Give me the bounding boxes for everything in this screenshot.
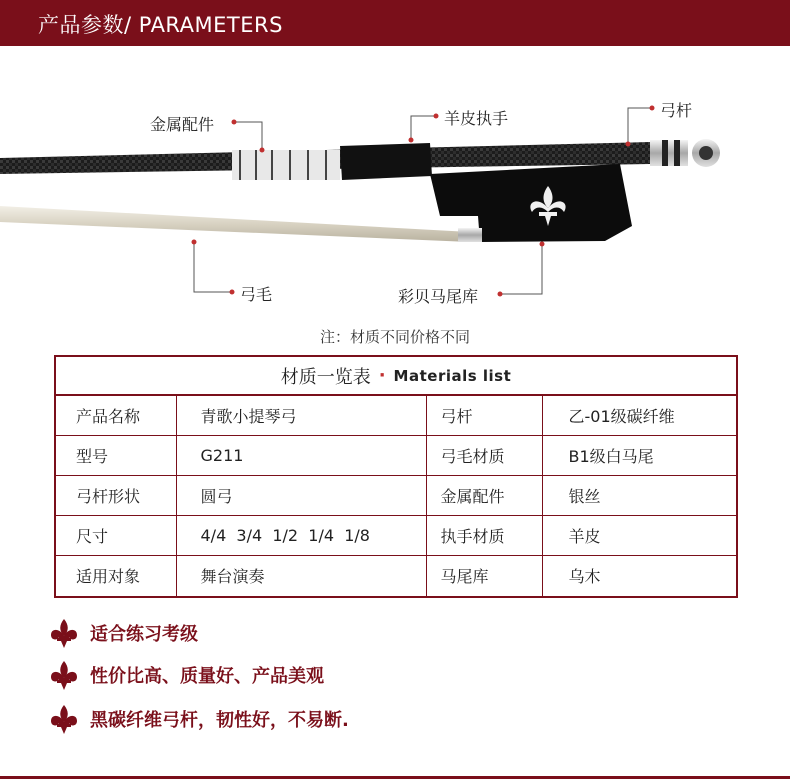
- cell-value: 乌木: [542, 556, 736, 596]
- fleur-de-lis-icon: [48, 659, 80, 691]
- callout-metal-fitting: 金属配件: [150, 115, 215, 134]
- fleur-de-lis-icon: [48, 703, 80, 735]
- cell-label: 尺寸: [56, 516, 176, 556]
- cell-label: 适用对象: [56, 556, 176, 596]
- callout-frog: 彩贝马尾库: [398, 287, 479, 306]
- feature-item: [48, 658, 324, 692]
- feature-text: 适合练习考级: [90, 624, 198, 645]
- cell-value: 乙-01级碳纤维: [542, 396, 736, 436]
- materials-table: [54, 355, 738, 598]
- leather-grip: [340, 143, 432, 180]
- feature-text: 性价比高、质量好、产品美观: [90, 666, 324, 687]
- cell-label: 执手材质: [426, 516, 542, 556]
- fleur-de-lis-icon: [48, 617, 80, 649]
- cell-value: 羊皮: [542, 516, 736, 556]
- table-title-en: Materials list: [393, 366, 512, 385]
- feature-item: [48, 702, 349, 736]
- page-title: 产品参数/ PARAMETERS: [38, 13, 283, 37]
- table-row: [56, 436, 736, 476]
- price-note: 注：材质不同价格不同: [319, 328, 470, 346]
- cell-value: 4/4 3/4 1/2 1/4 1/8: [176, 516, 426, 556]
- cell-value: 舞台演奏: [176, 556, 426, 596]
- feature-item: [48, 616, 198, 650]
- cell-label: 金属配件: [426, 476, 542, 516]
- cell-label: 弓毛材质: [426, 436, 542, 476]
- cell-label: 型号: [56, 436, 176, 476]
- table-row: [56, 476, 736, 516]
- bow-hair: [0, 206, 470, 242]
- cell-label: 产品名称: [56, 396, 176, 436]
- cell-value: 青歌小提琴弓: [176, 396, 426, 436]
- cell-value: 银丝: [542, 476, 736, 516]
- frog-ferrule: [458, 228, 482, 242]
- table-row: [56, 556, 736, 596]
- callout-hair: 弓毛: [240, 285, 273, 304]
- end-button: [650, 140, 688, 166]
- cell-value: 圆弓: [176, 476, 426, 516]
- table-row: [56, 396, 736, 436]
- cell-value: B1级白马尾: [542, 436, 736, 476]
- table-title-dot: ·: [378, 365, 386, 386]
- bow-illustration: [0, 46, 790, 316]
- cell-label: 弓杆: [426, 396, 542, 436]
- callout-grip: 羊皮执手: [444, 109, 509, 128]
- silver-wrap: [232, 150, 340, 180]
- table-title-cn: 材质一览表: [280, 366, 371, 388]
- materials-grid: [56, 395, 736, 596]
- bow-drawing: [0, 46, 790, 316]
- feature-text: 黑碳纤维弓杆，韧性好，不易断.: [90, 710, 349, 731]
- callout-stick: 弓杆: [660, 101, 693, 120]
- table-title: [56, 357, 736, 395]
- cell-label: 弓杆形状: [56, 476, 176, 516]
- cell-value: G211: [176, 436, 426, 476]
- table-row: [56, 516, 736, 556]
- header-bar: [0, 0, 790, 46]
- cell-label: 马尾库: [426, 556, 542, 596]
